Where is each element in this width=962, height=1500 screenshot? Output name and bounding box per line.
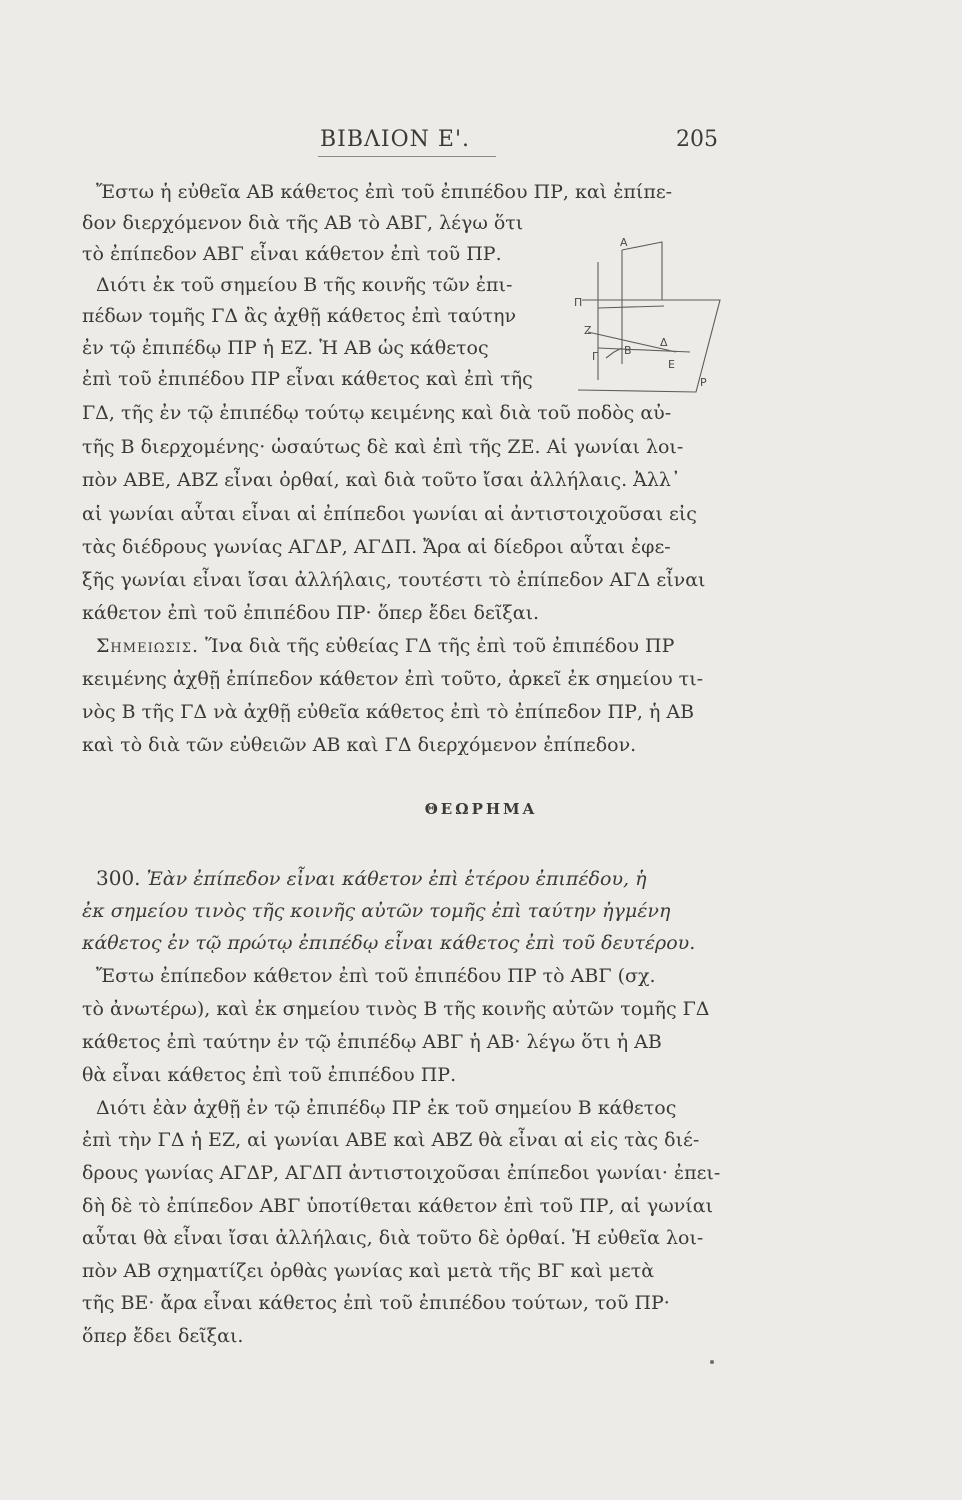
text-line: αὗται θὰ εἶναι ἴσαι ἀλλήλαις, διὰ τοῦτο δὲ ὀρθαί. Ἡ εὐθεῖα λοι- — [82, 1227, 704, 1249]
text-line: δρους γωνίας ΑΓΔΡ, ΑΓΔΠ ἀντιστοιχοῦσαι ἐπίπεδοι γωνίαι· ἐπει- — [82, 1162, 721, 1184]
text-line: ἐπὶ τοῦ ἐπιπέδου ΠΡ εἶναι κάθετος καὶ ἐπὶ τῆς — [82, 368, 533, 390]
label-alpha: Α — [620, 236, 628, 249]
text-line: κάθετος ἐπὶ ταύτην ἐν τῷ ἐπιπέδῳ ΑΒΓ ἡ ΑΒ· λέγω ὅτι ἡ ΑΒ — [82, 1031, 662, 1053]
label-beta: Β — [624, 344, 632, 357]
label-zeta: Ζ — [584, 324, 592, 337]
ink-speck — [710, 1360, 714, 1364]
text-line: Ἔστω ἐπίπεδον κάθετον ἐπὶ τοῦ ἐπιπέδου ΠΡ τὸ ΑΒΓ (σχ. — [96, 965, 656, 987]
header-rule — [318, 156, 496, 157]
remark-first-line — [96, 634, 674, 658]
text-line: ἐπὶ τὴν ΓΔ ἡ ΕΖ, αἱ γωνίαι ΑΒΕ καὶ ΑΒΖ θὰ εἶναι αἱ εἰς τὰς διέ- — [82, 1129, 700, 1151]
running-title: ΒΙΒΛΙΟΝ Ε'. — [320, 127, 470, 152]
theorem-number: 300. — [96, 866, 141, 890]
text-line: ἐν τῷ ἐπιπέδῳ ΠΡ ἡ ΕΖ. Ἡ ΑΒ ὡς κάθετος — [82, 337, 489, 359]
text-line: νὸς Β τῆς ΓΔ νὰ ἀχθῇ εὐθεῖα κάθετος ἐπὶ τὸ ἐπίπεδον ΠΡ, ἡ ΑΒ — [82, 701, 695, 723]
text-line: πὸν ΑΒ σχηματίζει ὀρθὰς γωνίας καὶ μετὰ τῆς ΒΓ καὶ μετὰ — [82, 1260, 655, 1282]
label-epsilon: Ε — [668, 358, 675, 371]
text-line: δὴ δὲ τὸ ἐπίπεδον ΑΒΓ ὑποτίθεται κάθετον ἐπὶ τοῦ ΠΡ, αἱ γωνίαι — [82, 1195, 714, 1217]
text-line: ὅπερ ἔδει δεῖξαι. — [82, 1325, 244, 1347]
text-line: Διότι ἐὰν ἀχθῇ ἐν τῷ ἐπιπέδῳ ΠΡ ἐκ τοῦ σημείου Β κάθετος — [96, 1097, 677, 1119]
text-line: πέδων τομῆς ΓΔ ἂς ἀχθῇ κάθετος ἐπὶ ταύτην — [82, 305, 517, 327]
geometry-figure — [574, 236, 720, 394]
theorem-statement: Ἐὰν ἐπίπεδον εἶναι κάθετον ἐπὶ ἑτέρου ἐπιπέδου, ἡ — [146, 868, 647, 890]
label-rho: Ρ — [700, 376, 707, 389]
page-number: 205 — [676, 127, 718, 152]
text-line: τῆς Β διερχομένης· ὡσαύτως δὲ καὶ ἐπὶ τῆς ΖΕ. Αἱ γωνίαι λοι- — [82, 436, 684, 458]
label-pi: Π — [574, 296, 583, 309]
label-delta: Δ — [660, 336, 668, 349]
text-line: πὸν ΑΒΕ, ΑΒΖ εἶναι ὀρθαί, καὶ διὰ τοῦτο ἴσαι ἀλλήλαις. Ἀλλ᾽ — [82, 469, 681, 491]
label-gamma: Γ — [592, 350, 599, 363]
text-line: τὸ ἐπίπεδον ΑΒΓ εἶναι κάθετον ἐπὶ τοῦ ΠΡ. — [82, 243, 502, 265]
text-line: κάθετον ἐπὶ τοῦ ἐπιπέδου ΠΡ· ὅπερ ἔδει δεῖξαι. — [82, 602, 540, 624]
text-line: τῆς ΒΕ· ἄρα εἶναι κάθετος ἐπὶ τοῦ ἐπιπέδου τούτων, τοῦ ΠΡ· — [82, 1292, 670, 1314]
plane-abg-outline — [622, 242, 662, 300]
right-angle-mark — [606, 348, 622, 358]
text-line: κειμένης ἀχθῇ ἐπίπεδον κάθετον ἐπὶ τοῦτο, ἀρκεῖ ἐκ σημείου τι- — [82, 668, 704, 690]
text-line: δον διερχόμενον διὰ τῆς ΑΒ τὸ ΑΒΓ, λέγω ὅτι — [82, 212, 524, 234]
remark-label: Σημειωσις. — [96, 635, 200, 657]
line-gd — [598, 348, 690, 352]
perpendicular-planes-diagram — [574, 236, 720, 394]
text-line: ἐκ σημείου τινὸς τῆς κοινῆς αὐτῶν τομῆς ἐπὶ ταύτην ἠγμένη — [82, 900, 671, 922]
remark-text: Ἵνα διὰ τῆς εὐθείας ΓΔ τῆς ἐπὶ τοῦ ἐπιπέδου ΠΡ — [205, 635, 675, 657]
text-line: ΓΔ, τῆς ἐν τῷ ἐπιπέδῳ τούτῳ κειμένης καὶ διὰ τοῦ ποδὸς αὐ- — [82, 402, 672, 424]
section-title: ΘΕΩΡΗΜΑ — [424, 800, 538, 818]
text-line: ξῆς γωνίαι εἶναι ἴσαι ἀλλήλαις, τουτέστι τὸ ἐπίπεδον ΑΓΔ εἶναι — [82, 569, 706, 591]
theorem-first-line — [96, 866, 646, 891]
text-line: κάθετος ἐν τῷ πρώτῳ ἐπιπέδῳ εἶναι κάθετος ἐπὶ τοῦ δευτέρου. — [82, 932, 696, 954]
text-line: τὰς διέδρους γωνίας ΑΓΔΡ, ΑΓΔΠ. Ἄρα αἱ δίεδροι αὗται ἐφε- — [82, 536, 671, 558]
text-line: αἱ γωνίαι αὗται εἶναι αἱ ἐπίπεδοι γωνίαι αἱ ἀντιστοιχοῦσαι εἰς — [82, 503, 697, 525]
text-line: Ἔστω ἡ εὐθεῖα ΑΒ κάθετος ἐπὶ τοῦ ἐπιπέδου ΠΡ, καὶ ἐπίπε- — [96, 181, 673, 203]
text-line: θὰ εἶναι κάθετος ἐπὶ τοῦ ἐπιπέδου ΠΡ. — [82, 1064, 457, 1086]
text-line: καὶ τὸ διὰ τῶν εὐθειῶν ΑΒ καὶ ΓΔ διερχόμενον ἐπίπεδον. — [82, 734, 637, 756]
text-line: τὸ ἀνωτέρω), καὶ ἐκ σημείου τινὸς Β τῆς κοινῆς αὐτῶν τομῆς ΓΔ — [82, 998, 710, 1020]
text-line: Διότι ἐκ τοῦ σημείου Β τῆς κοινῆς τῶν ἐπι- — [96, 274, 513, 296]
plane-abg-crossbar — [598, 306, 664, 308]
